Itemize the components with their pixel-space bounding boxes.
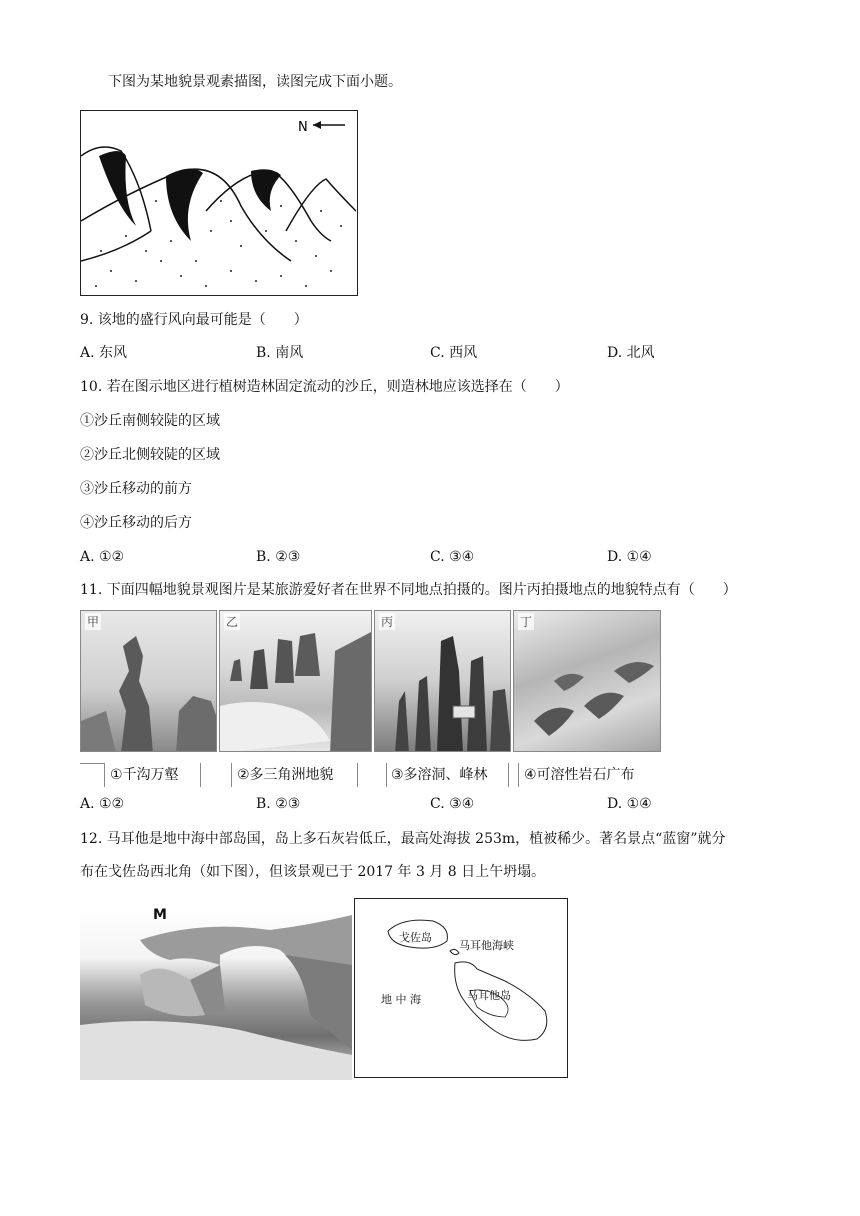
q9-option-b: B. 南风 — [256, 345, 304, 361]
azure-window-drawing — [80, 905, 352, 1080]
q10-item-3: ③沙丘移动的前方 — [80, 481, 192, 497]
photo-bing-drawing — [375, 611, 511, 752]
q9-option-c: C. 西风 — [430, 345, 478, 361]
photo-yi — [219, 610, 372, 752]
q11-stem: 11. 下面四幅地貌景观图片是某旅游爱好者在世界不同地点拍摄的。图片丙拍摄地点的地貌特点有（ ） — [80, 582, 737, 598]
malta-map — [354, 898, 568, 1078]
photo-m-label: M — [153, 907, 167, 923]
photo-bing — [374, 610, 511, 752]
q12-stem-line2: 布在戈佐岛西北角（如下图），但该景观已于 2017 年 3 月 8 日上午坍塌。 — [80, 864, 546, 880]
photo-bing-label: 丙 — [381, 615, 394, 629]
photo-ding — [513, 610, 661, 752]
q11-option-a: A. ①② — [80, 796, 125, 812]
q10-item-1: ①沙丘南侧较陡的区域 — [80, 413, 220, 429]
dune-sketch-figure — [80, 110, 358, 296]
photo-jia — [80, 610, 217, 752]
caption-4: ④可溶性岩石广布 — [524, 767, 635, 783]
photo-jia-drawing — [81, 611, 217, 752]
q10-option-b: B. ②③ — [256, 549, 301, 565]
dune-sketch-drawing — [81, 111, 356, 294]
intro-text: 下图为某地貌景观素描图，读图完成下面小题。 — [108, 74, 402, 90]
q9-stem: 9. 该地的盛行风向最可能是（ ） — [80, 312, 308, 328]
map-label-strait: 马耳他海峡 — [459, 939, 514, 952]
photo-yi-label: 乙 — [226, 615, 239, 629]
q10-item-4: ④沙丘移动的后方 — [80, 515, 192, 531]
q10-option-a: A. ①② — [80, 549, 125, 565]
q11-option-c: C. ③④ — [430, 796, 475, 812]
q10-item-2: ②沙丘北侧较陡的区域 — [80, 447, 220, 463]
q10-option-d: D. ①④ — [607, 549, 652, 565]
photo-ding-label: 丁 — [520, 615, 533, 629]
q9-option-a: A. 东风 — [80, 345, 128, 361]
q10-option-c: C. ③④ — [430, 549, 475, 565]
map-label-malta: 马耳他岛 — [467, 989, 511, 1002]
map-label-gozo: 戈佐岛 — [399, 931, 432, 944]
north-label: N — [298, 120, 308, 135]
photo-yi-drawing — [220, 611, 372, 752]
q11-option-d: D. ①④ — [607, 796, 652, 812]
q9-option-d: D. 北风 — [607, 345, 655, 361]
q12-stem-line1: 12. 马耳他是地中海中部岛国，岛上多石灰岩低丘，最高处海拔 253m，植被稀少。著名景点“蓝窗”就分 — [80, 831, 726, 847]
caption-3: ③多溶洞、峰林 — [391, 767, 488, 783]
caption-1: ①千沟万壑 — [110, 767, 179, 783]
azure-window-photo — [80, 905, 352, 1080]
q11-option-b: B. ②③ — [256, 796, 301, 812]
malta-map-drawing — [355, 899, 567, 1077]
q10-stem: 10. 若在图示地区进行植树造林固定流动的沙丘，则造林地应该选择在（ ） — [80, 379, 569, 395]
caption-2: ②多三角洲地貌 — [237, 767, 334, 783]
photo-ding-drawing — [514, 611, 661, 752]
photo-jia-label: 甲 — [87, 615, 100, 629]
map-label-sea: 地 中 海 — [381, 993, 421, 1006]
